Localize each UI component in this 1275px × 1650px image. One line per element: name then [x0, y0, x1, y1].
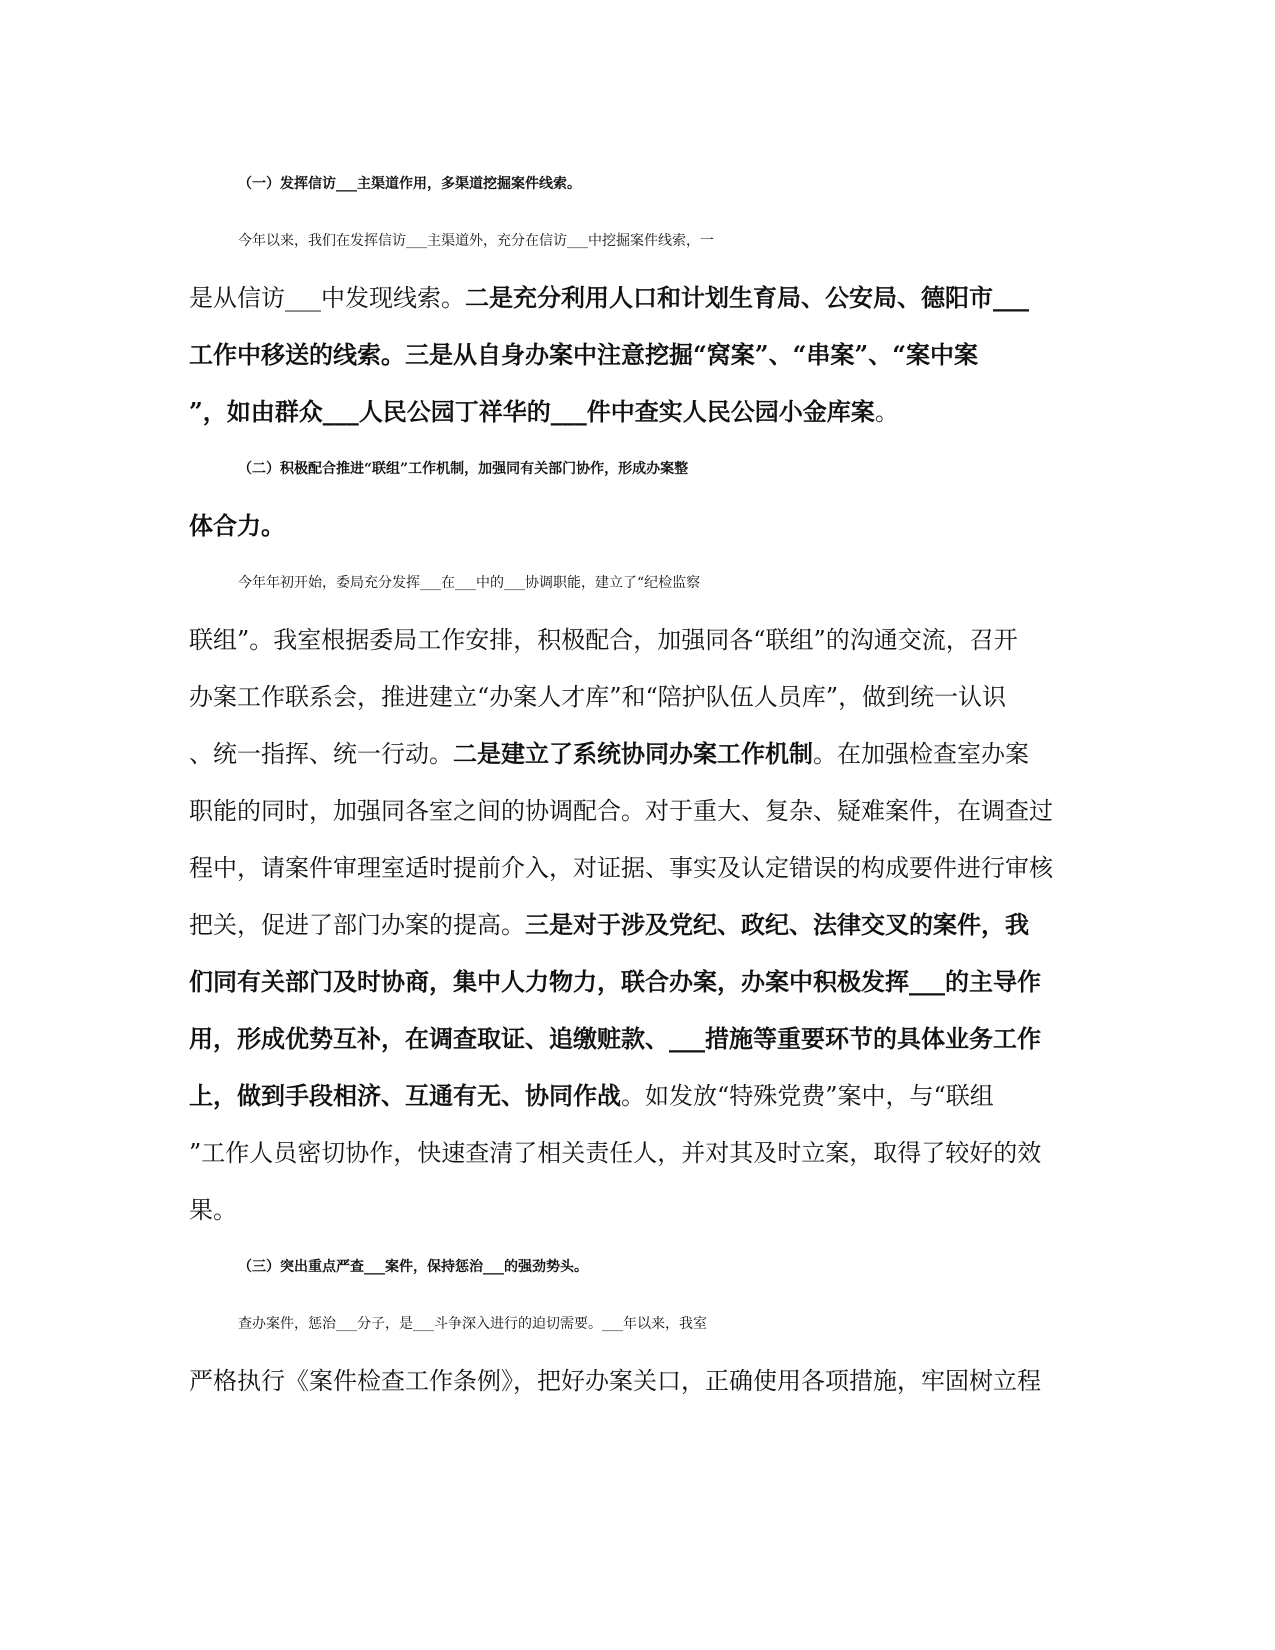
text-segment: 二是充分利用人口和计划生育局、公安局、德阳市___: [465, 283, 1029, 312]
text-segment: 三是对于涉及党纪、政纪、法律交叉的案件，我: [525, 910, 1029, 939]
text-segment: （一）发挥信访___主渠道作用，多渠道挖掘案件线索。: [238, 176, 581, 192]
text-segment: （三）突出重点严查___案件，保持惩治___的强劲势头。: [238, 1259, 588, 1275]
heading-2: [238, 449, 1138, 489]
paragraph-line: [189, 962, 1089, 1002]
text-segment: 。如发放“特殊党费”案中，与“联组: [621, 1082, 994, 1110]
text-segment: 今年以来，我们在发挥信访___主渠道外，充分在信访___中挖掘案件线索，一: [238, 233, 714, 249]
heading-2-cont: [189, 506, 1089, 546]
text-segment: 职能的同时，加强同各室之间的协调配合。对于重大、复杂、疑难案件，在调查过: [189, 797, 1053, 825]
text-segment: 二是建立了系统协同办案工作机制: [453, 739, 813, 768]
text-segment: 上，做到手段相济、互通有无、协同作战: [189, 1081, 621, 1110]
paragraph-line: [189, 278, 1089, 318]
text-segment: 们同有关部门及时协商，集中人力物力，联合办案，办案中积极发挥___的主导作: [189, 967, 1041, 996]
text-segment: 。在加强检查室办案: [813, 740, 1029, 768]
text-segment: （二）积极配合推进“联组”工作机制，加强同有关部门协作，形成办案整: [238, 461, 689, 477]
paragraph-line: [189, 734, 1089, 774]
text-segment: ”工作人员密切协作，快速查清了相关责任人，并对其及时立案，取得了较好的效: [189, 1139, 1042, 1167]
paragraph-line: [238, 221, 1138, 261]
text-segment: 程中，请案件审理室适时提前介入，对证据、事实及认定错误的构成要件进行审核: [189, 854, 1053, 882]
paragraph-line: [189, 791, 1089, 831]
text-segment: 用，形成优势互补，在调查取证、追缴赃款、___措施等重要环节的具体业务工作: [189, 1024, 1041, 1053]
text-segment: ”，如由群众___人民公园丁祥华的___件中查实人民公园小金库案: [189, 397, 875, 426]
text-segment: 办案工作联系会，推进建立“办案人才库”和“陪护队伍人员库”，做到统一认识: [189, 683, 1007, 711]
paragraph-line: [189, 677, 1089, 717]
text-segment: 是从信访___中发现线索。: [189, 284, 465, 312]
text-segment: 今年年初开始，委局充分发挥___在___中的___协调职能，建立了“纪检监察: [238, 575, 701, 591]
paragraph-line: [189, 905, 1089, 945]
text-segment: 。: [874, 398, 899, 426]
paragraph-line: [238, 1304, 1138, 1344]
text-segment: 严格执行《案件检查工作条例》，把好办案关口，正确使用各项措施，牢固树立程: [189, 1367, 1041, 1395]
paragraph-line: [189, 620, 1089, 660]
text-segment: 、统一指挥、统一行动。: [189, 740, 453, 768]
text-segment: 果。: [189, 1196, 237, 1224]
paragraph-line: [189, 848, 1089, 888]
paragraph-line: [238, 563, 1138, 603]
text-segment: 查办案件，惩治___分子，是___斗争深入进行的迫切需要。___年以来，我室: [238, 1316, 707, 1332]
text-segment: 把关，促进了部门办案的提高。: [189, 911, 525, 939]
paragraph-line: [189, 335, 1089, 375]
paragraph-line: [189, 392, 1089, 432]
text-segment: 工作中移送的线索。三是从自身办案中注意挖掘“窝案”、“串案”、“案中案: [189, 340, 979, 369]
paragraph-line: [189, 1133, 1089, 1173]
paragraph-line: [189, 1190, 1089, 1230]
paragraph-line: [189, 1076, 1089, 1116]
heading-3: [238, 1247, 1138, 1287]
paragraph-line: [189, 1361, 1089, 1401]
heading-1: [238, 164, 1138, 204]
paragraph-line: [189, 1019, 1089, 1059]
text-segment: 体合力。: [189, 511, 285, 540]
text-segment: 联组”。我室根据委局工作安排，积极配合，加强同各“联组”的沟通交流，召开: [189, 626, 1018, 654]
